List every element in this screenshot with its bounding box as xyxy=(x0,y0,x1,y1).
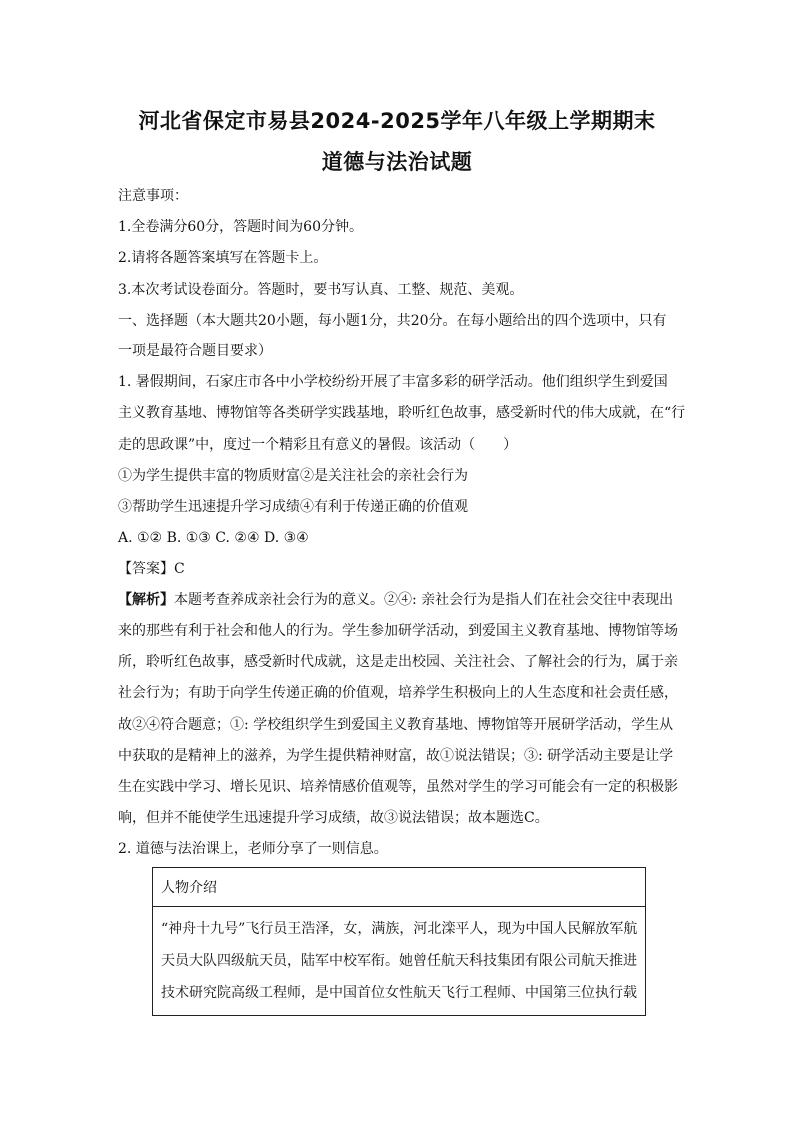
question-1-analysis xyxy=(118,591,678,609)
notice-item-1: 1.全卷满分60分，答题时间为60分钟。 xyxy=(118,219,363,235)
section-heading-cont: 一项是最符合题目要求） xyxy=(118,343,272,359)
notice-heading: 注意事项： xyxy=(118,188,188,204)
question-1-stem: 1. 暑假期间，石家庄市各中小学校纷纷开展了丰富多彩的研学活动。他们组织学生到爱国 xyxy=(118,374,668,390)
question-2-stem: 2. 道德与法治课上，老师分享了一则信息。 xyxy=(118,841,388,857)
analysis-text: 本题考查养成亲社会行为的意义。②④: 亲社会行为是指人们在社会交往中表现出 xyxy=(174,592,674,608)
analysis-label: 【解析】 xyxy=(118,592,174,608)
analysis-text-line: 来的那些有利于社会和他人的行为。学生参加研学活动，到爱国主义教育基地、博物馆等场 xyxy=(118,623,678,639)
notice-item-3: 3.本次考试设卷面分。答题时，要书写认真、工整、规范、美观。 xyxy=(118,282,524,298)
analysis-text-line: 所，聆听红色故事，感受新时代成就，这是走出校园、关注社会、了解社会的行为，属于亲 xyxy=(118,654,678,670)
question-1-stem-cont: 走的思政课”中，度过一个精彩且有意义的暑假。该活动（ ） xyxy=(118,437,518,453)
analysis-text-line: 社会行为；有助于向学生传递正确的价值观，培养学生积极向上的人生态度和社会责任感， xyxy=(118,685,678,701)
info-table-body xyxy=(153,907,646,1016)
notice-item-2: 2.请将各题答案填写在答题卡上。 xyxy=(118,250,328,266)
info-table-heading: 人物介绍 xyxy=(153,868,646,907)
analysis-text-line: 中获取的是精神上的滋养，为学生提供精神财富，故①说法错误；③: 研学活动主要是让学 xyxy=(118,748,674,764)
analysis-text-line: 生在实践中学习、增长见识、培养情感价值观等，虽然对学生的学习可能会有一定的积极影 xyxy=(118,779,678,795)
question-1-stem-cont: 主义教育基地、博物馆等各类研学实践基地，聆听红色故事，感受新时代的伟大成就，在“行 xyxy=(118,405,686,421)
info-table-line: 技术研究院高级工程师，是中国首位女性航天飞行工程师、中国第三位执行载 xyxy=(161,985,637,1001)
exam-subtitle: 道德与法治试题 xyxy=(321,150,473,174)
question-1-statements: ①为学生提供丰富的物质财富②是关注社会的亲社会行为 xyxy=(118,468,468,484)
analysis-text-line: 响，但并不能使学生迅速提升学习成绩，故③说法错误；故本题选C。 xyxy=(118,810,549,826)
info-table-line: 天员大队四级航天员，陆军中校军衔。她曾任航天科技集团有限公司航天推进 xyxy=(161,953,637,969)
exam-title: 河北省保定市易县2024-2025学年八年级上学期期末 xyxy=(138,109,656,133)
analysis-text-line: 故②④符合题意；①: 学校组织学生到爱国主义教育基地、博物馆等开展研学活动，学生从 xyxy=(118,717,674,733)
question-1-choices: A. ①② B. ①③ C. ②④ D. ③④ xyxy=(118,530,309,546)
question-1-answer: 【答案】C xyxy=(118,561,185,577)
section-heading: 一、选择题（本大题共20小题，每小题1分，共20分。在每小题给出的四个选项中，只有 xyxy=(118,313,667,329)
info-table xyxy=(152,867,646,1016)
info-table-line: “神舟十九号”飞行员王浩泽，女，满族，河北滦平人，现为中国人民解放军航 xyxy=(161,921,638,937)
question-1-statements-cont: ③帮助学生迅速提升学习成绩④有利于传递正确的价值观 xyxy=(118,499,468,515)
